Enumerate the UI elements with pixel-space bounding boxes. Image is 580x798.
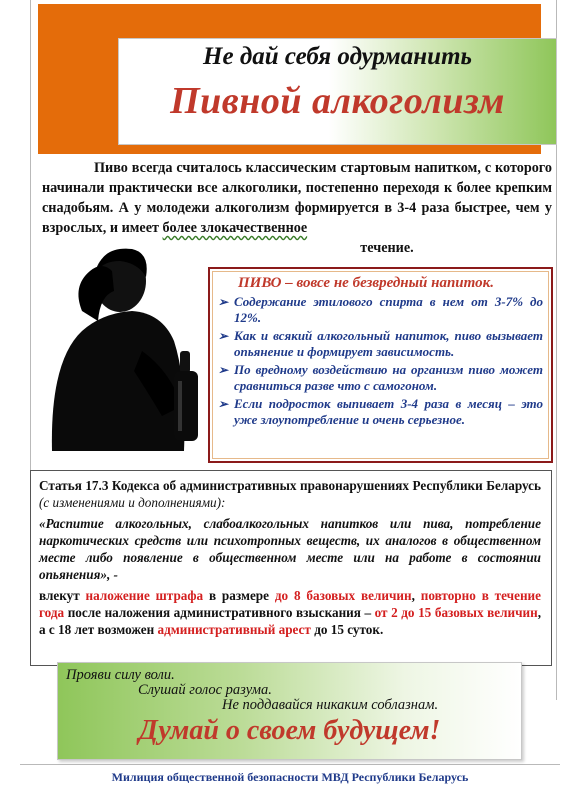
list-item: ➢ Содержание этилового спирта в нем от 3-7% до 12%. [218, 294, 543, 325]
drinking-man-silhouette-image [42, 241, 202, 451]
frame-bottom-line [20, 764, 560, 765]
arrow-bullet-icon: ➢ [218, 397, 229, 411]
list-item: ➢ Если подросток выпивает 3-4 раза в месяц – это уже злоупотребление и очень серьезное. [218, 396, 543, 427]
law-article-note: (с изменениями и дополнениями): [39, 495, 226, 510]
page-title: Пивной алкоголизм [170, 80, 505, 122]
list-item: ➢ Как и всякий алкогольный напиток, пиво вызывает опьянение и формирует зависимость. [218, 328, 543, 359]
law-article-heading: Статья 17.3 Кодекса об административных правонарушениях Республики Беларусь (с изменениями и дополнениями): [39, 478, 541, 510]
intro-tail: течение. [360, 240, 414, 256]
law-penalties-text: влекут наложение штрафа в размере до 8 базовых величин, повторно в течение года после наложения административного взыскания – от 2 до 15 базовых величин, а с 18 лет возможен административный арест до 15 суток. [39, 588, 542, 637]
law-article-quote: «Распитие алкогольных, слабоалкогольных напитков или пива, потребление наркотических средств или психотропных веществ, их аналогов в общественном месте либо появление в общественном месте или на работе в состоянии опьянения», - [39, 516, 541, 582]
intro-text: Пиво всегда считалось классическим стартовым напитком, с которого начинали практически все алкоголики, постепенно переходя к более крепким снадобьям. А у молодежи алкоголизм формируется в 3-4 раза быстрее, чем у взрослых, и имеет [42, 160, 552, 236]
slogan-line-1: Прояви силу воли. [66, 667, 175, 683]
footer-slogan-box [57, 662, 522, 760]
slogan-line-2: Слушай голос разума. [138, 682, 272, 698]
arrow-bullet-icon: ➢ [218, 295, 229, 309]
law-article-box [30, 470, 552, 666]
beer-facts-box [208, 267, 553, 463]
header-title-box [118, 38, 557, 145]
credit-line: Милиция общественной безопасности МВД Республики Беларусь [111, 770, 469, 784]
list-item: ➢ По вредному воздействию на организм пиво может сравниться разве что с самогоном. [218, 362, 543, 393]
arrow-bullet-icon: ➢ [218, 329, 229, 343]
beer-facts-list [218, 294, 543, 428]
frame-left-line [30, 0, 31, 470]
footer-main-slogan: Думай о своем будущем! [138, 715, 441, 746]
intro-underlined-text: более злокачественное [162, 220, 308, 236]
slogan-line-3: Не поддавайся никаким соблазнам. [222, 697, 439, 713]
beer-box-title: ПИВО – вовсе не безвредный напиток. [238, 275, 494, 291]
header-subtitle: Не дай себя одурманить [203, 43, 472, 70]
arrow-bullet-icon: ➢ [218, 363, 229, 377]
